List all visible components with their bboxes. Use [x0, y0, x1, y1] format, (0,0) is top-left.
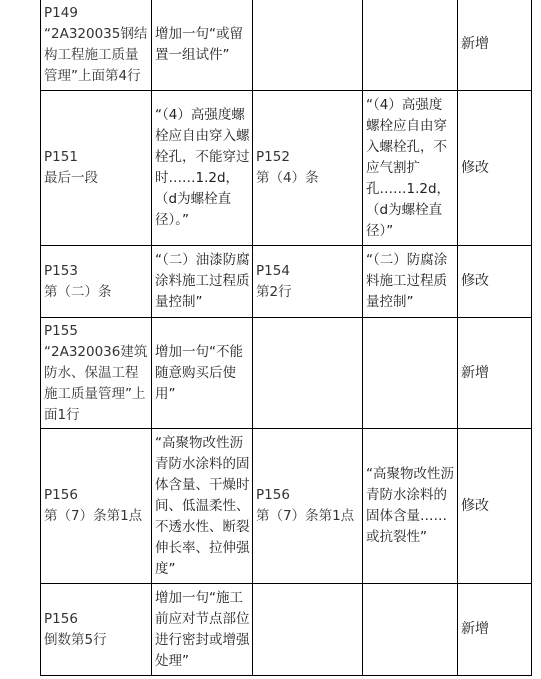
original-location-cell: P156 第（7）条第1点	[41, 429, 152, 584]
new-location-cell: P156 第（7）条第1点	[253, 429, 363, 584]
change-type-cell: 新增	[458, 0, 532, 91]
new-text-cell	[363, 0, 458, 91]
change-type-cell: 修改	[458, 429, 532, 584]
new-location-cell	[253, 0, 363, 91]
original-location-cell: P151 最后一段	[41, 91, 152, 246]
original-location-cell: P153 第（二）条	[41, 246, 152, 318]
errata-table	[40, 0, 532, 676]
table-row	[41, 246, 532, 318]
new-location-cell: P152 第（4）条	[253, 91, 363, 246]
original-text-cell: 增加一句“施工前应对节点部位进行密封或增强处理”	[152, 584, 253, 676]
new-text-cell: “（二）防腐涂料施工过程质量控制”	[363, 246, 458, 318]
table-row	[41, 318, 532, 429]
new-text-cell	[363, 584, 458, 676]
new-text-cell	[363, 318, 458, 429]
original-text-cell: “高聚物改性沥青防水涂料的固体含量、干燥时间、低温柔性、不透水性、断裂伸长率、拉伸强度”	[152, 429, 253, 584]
change-type-cell: 修改	[458, 246, 532, 318]
original-text-cell: 增加一句“不能随意购买后使用”	[152, 318, 253, 429]
original-location-cell: P156 倒数第5行	[41, 584, 152, 676]
original-text-cell: 增加一句“或留置一组试件”	[152, 0, 253, 91]
table-row	[41, 0, 532, 91]
table-row	[41, 584, 532, 676]
table-row	[41, 91, 532, 246]
change-type-cell: 新增	[458, 318, 532, 429]
original-text-cell: “（4）高强度螺栓应自由穿入螺栓孔，不能穿过时……1.2d，（d为螺栓直径）。”	[152, 91, 253, 246]
original-location-cell: P149 “2A320035钢结构工程施工质量管理”上面第4行	[41, 0, 152, 91]
new-text-cell: “（4）高强度螺栓应自由穿入螺栓孔，不应气割扩孔……1.2d，（d为螺栓直径）”	[363, 91, 458, 246]
change-type-cell: 新增	[458, 584, 532, 676]
original-location-cell: P155 “2A320036建筑防水、保温工程施工质量管理”上面1行	[41, 318, 152, 429]
new-location-cell: P154 第2行	[253, 246, 363, 318]
original-text-cell: “（二）油漆防腐涂料施工过程质量控制”	[152, 246, 253, 318]
new-text-cell: “高聚物改性沥青防水涂料的固体含量……或抗裂性”	[363, 429, 458, 584]
new-location-cell	[253, 318, 363, 429]
new-location-cell	[253, 584, 363, 676]
change-type-cell: 修改	[458, 91, 532, 246]
table-row	[41, 429, 532, 584]
